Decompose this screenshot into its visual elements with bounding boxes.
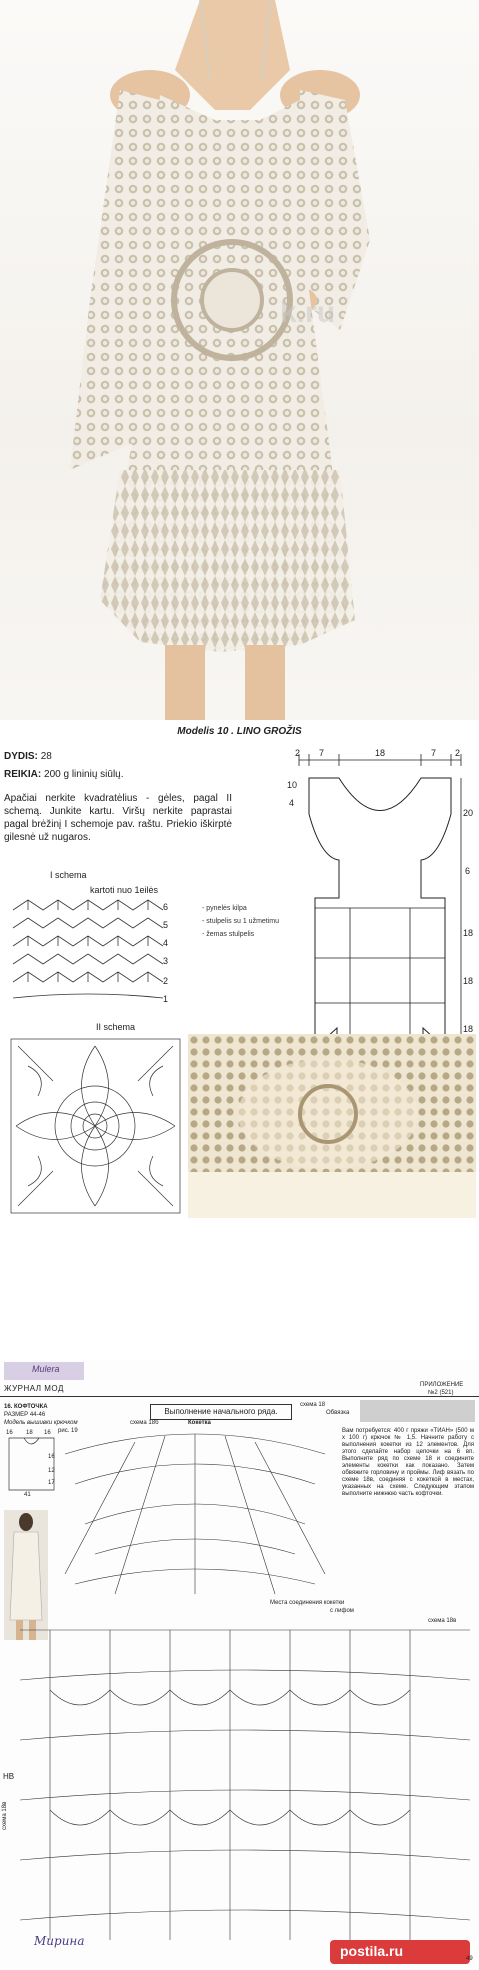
- row-number-5: 5: [163, 920, 169, 930]
- dim-right-5: 18: [463, 1024, 474, 1034]
- subtitle-small: Модель вышивки крючком: [4, 1420, 78, 1426]
- page-number: 49: [466, 1956, 473, 1962]
- size-6: 17: [48, 1480, 55, 1486]
- size-text: РАЗМЕР 44-46: [4, 1412, 46, 1418]
- size-1: 16: [6, 1430, 13, 1436]
- koketka-label: Кокетка: [188, 1420, 211, 1426]
- detail-photo: [188, 1034, 476, 1218]
- needs-line: [4, 768, 229, 781]
- row-number-2: 2: [163, 976, 169, 986]
- row-number-1: 1: [163, 994, 169, 1004]
- instructions-body: Apačiai nerkite kvadratėlius - gėles, pagal II schemą. Junkite kartu. Viršų nerkite paprastai pagal brėžinį I schemoje pav. raštu. Priekio iškirptė gilesnė už nugaros.: [4, 793, 232, 843]
- mesta-label: Места соединения кокетки: [270, 1600, 345, 1606]
- ris-label: рис. 19: [58, 1428, 78, 1434]
- dim-top-2: 7: [319, 748, 325, 758]
- dim-top-1: 2: [295, 748, 301, 758]
- schema1-title: I schema: [50, 870, 87, 880]
- dim-top-4: 7: [431, 748, 437, 758]
- dim-right-1: 20: [463, 808, 474, 818]
- edging-swatch: [360, 1400, 475, 1422]
- legend-chain: - pynelės kilpa: [202, 905, 247, 912]
- header-rule: [0, 1396, 479, 1397]
- size-label: DYDIS:: [4, 751, 38, 762]
- postila-logo: [330, 1940, 470, 1964]
- crochet-dress-illustration: [0, 0, 479, 720]
- product-photo: [0, 0, 479, 720]
- row-number-3: 3: [163, 956, 169, 966]
- schema2-title: II schema: [96, 1022, 136, 1032]
- magazine-name: ЖУРНАЛ МОД: [4, 1384, 64, 1393]
- size-4: 16: [48, 1454, 55, 1460]
- header-right: ПРИЛОЖЕНИЕ: [420, 1382, 464, 1388]
- side-schema-label: схема 18в: [2, 1801, 8, 1830]
- dim-right-4: 18: [463, 976, 474, 986]
- model-caption: Modelis 10 . LINO GROŽIS: [177, 726, 302, 737]
- ru-instructions: Вам потребуется: 400 г пряжи «ТИАН» (500 м х 100 г) крючок № 1,5. Начните работу с выполнения кокетки из 12 элементов. Для этого сделайте набор цепочки на 6 вп. Выполните ряд по схеме 18 и соедините элементы кокетки как показано. Затем обвяжите горловину и проймы. Лиф вязать по схеме 18в, соединяя с кокеткой в местах, указанных на схеме. Следующим этапом выполните нижнюю часть кофточки.: [342, 1428, 474, 1497]
- size-3: 16: [44, 1430, 51, 1436]
- dim-right-2: 6: [465, 866, 471, 876]
- row-number-6: 6: [163, 902, 169, 912]
- schema1-legend: [202, 905, 302, 938]
- size-7: 41: [24, 1492, 31, 1498]
- issue-number: №2 (521): [428, 1390, 454, 1396]
- corner-logo-text: Mulera: [32, 1364, 60, 1374]
- row-number-4: 4: [163, 938, 169, 948]
- item-number: 16. КОФТОЧКА: [4, 1404, 48, 1410]
- dim-right-3: 18: [463, 928, 474, 938]
- schema1-subtitle: kartoti nuo 1eilės: [90, 885, 159, 895]
- start-row-banner: Выполнение начального ряда.: [150, 1404, 292, 1420]
- legend-single-crochet: - žemas stulpelis: [202, 931, 255, 938]
- obvyazka-label: Обвязка: [326, 1410, 350, 1416]
- garment-pattern-diagram: [285, 748, 475, 1078]
- schema18b-label: схема 18б: [130, 1420, 159, 1426]
- dim-left-2: 4: [289, 798, 295, 808]
- legend-double-crochet: - stulpelis su 1 užmetimu: [202, 918, 280, 925]
- needs-label: REIKIA:: [4, 769, 42, 780]
- corner-logo: [4, 1362, 84, 1380]
- dim-left-1: 10: [287, 780, 298, 790]
- needs-value: 200 g lininių siūlų.: [44, 769, 124, 780]
- watermark: k.ru: [280, 296, 336, 329]
- size-value: 28: [40, 751, 52, 762]
- dim-top-3: 18: [375, 748, 386, 758]
- schema1-stitch-chart: [8, 898, 188, 1013]
- small-pattern-diagram: [4, 1430, 59, 1500]
- magazine-title: [4, 1384, 64, 1393]
- body-chart: [20, 1620, 470, 1950]
- size-line: [4, 750, 229, 763]
- dim-top-5: 2: [455, 748, 461, 758]
- size-5: 12: [48, 1468, 55, 1474]
- hb-label: НВ: [3, 1772, 15, 1781]
- s-lifom-label: с лифом: [330, 1608, 354, 1614]
- schema18v-label: схема 18в: [428, 1618, 457, 1624]
- schema18-label: схема 18: [300, 1402, 326, 1408]
- signature: Мирина: [34, 1934, 85, 1948]
- size-2: 18: [26, 1430, 33, 1436]
- postila-logo-text: postila.ru: [340, 1943, 404, 1959]
- yoke-chart: [55, 1424, 335, 1604]
- schema2-motif-chart: [8, 1036, 183, 1216]
- russian-magazine-page: [0, 1360, 479, 1970]
